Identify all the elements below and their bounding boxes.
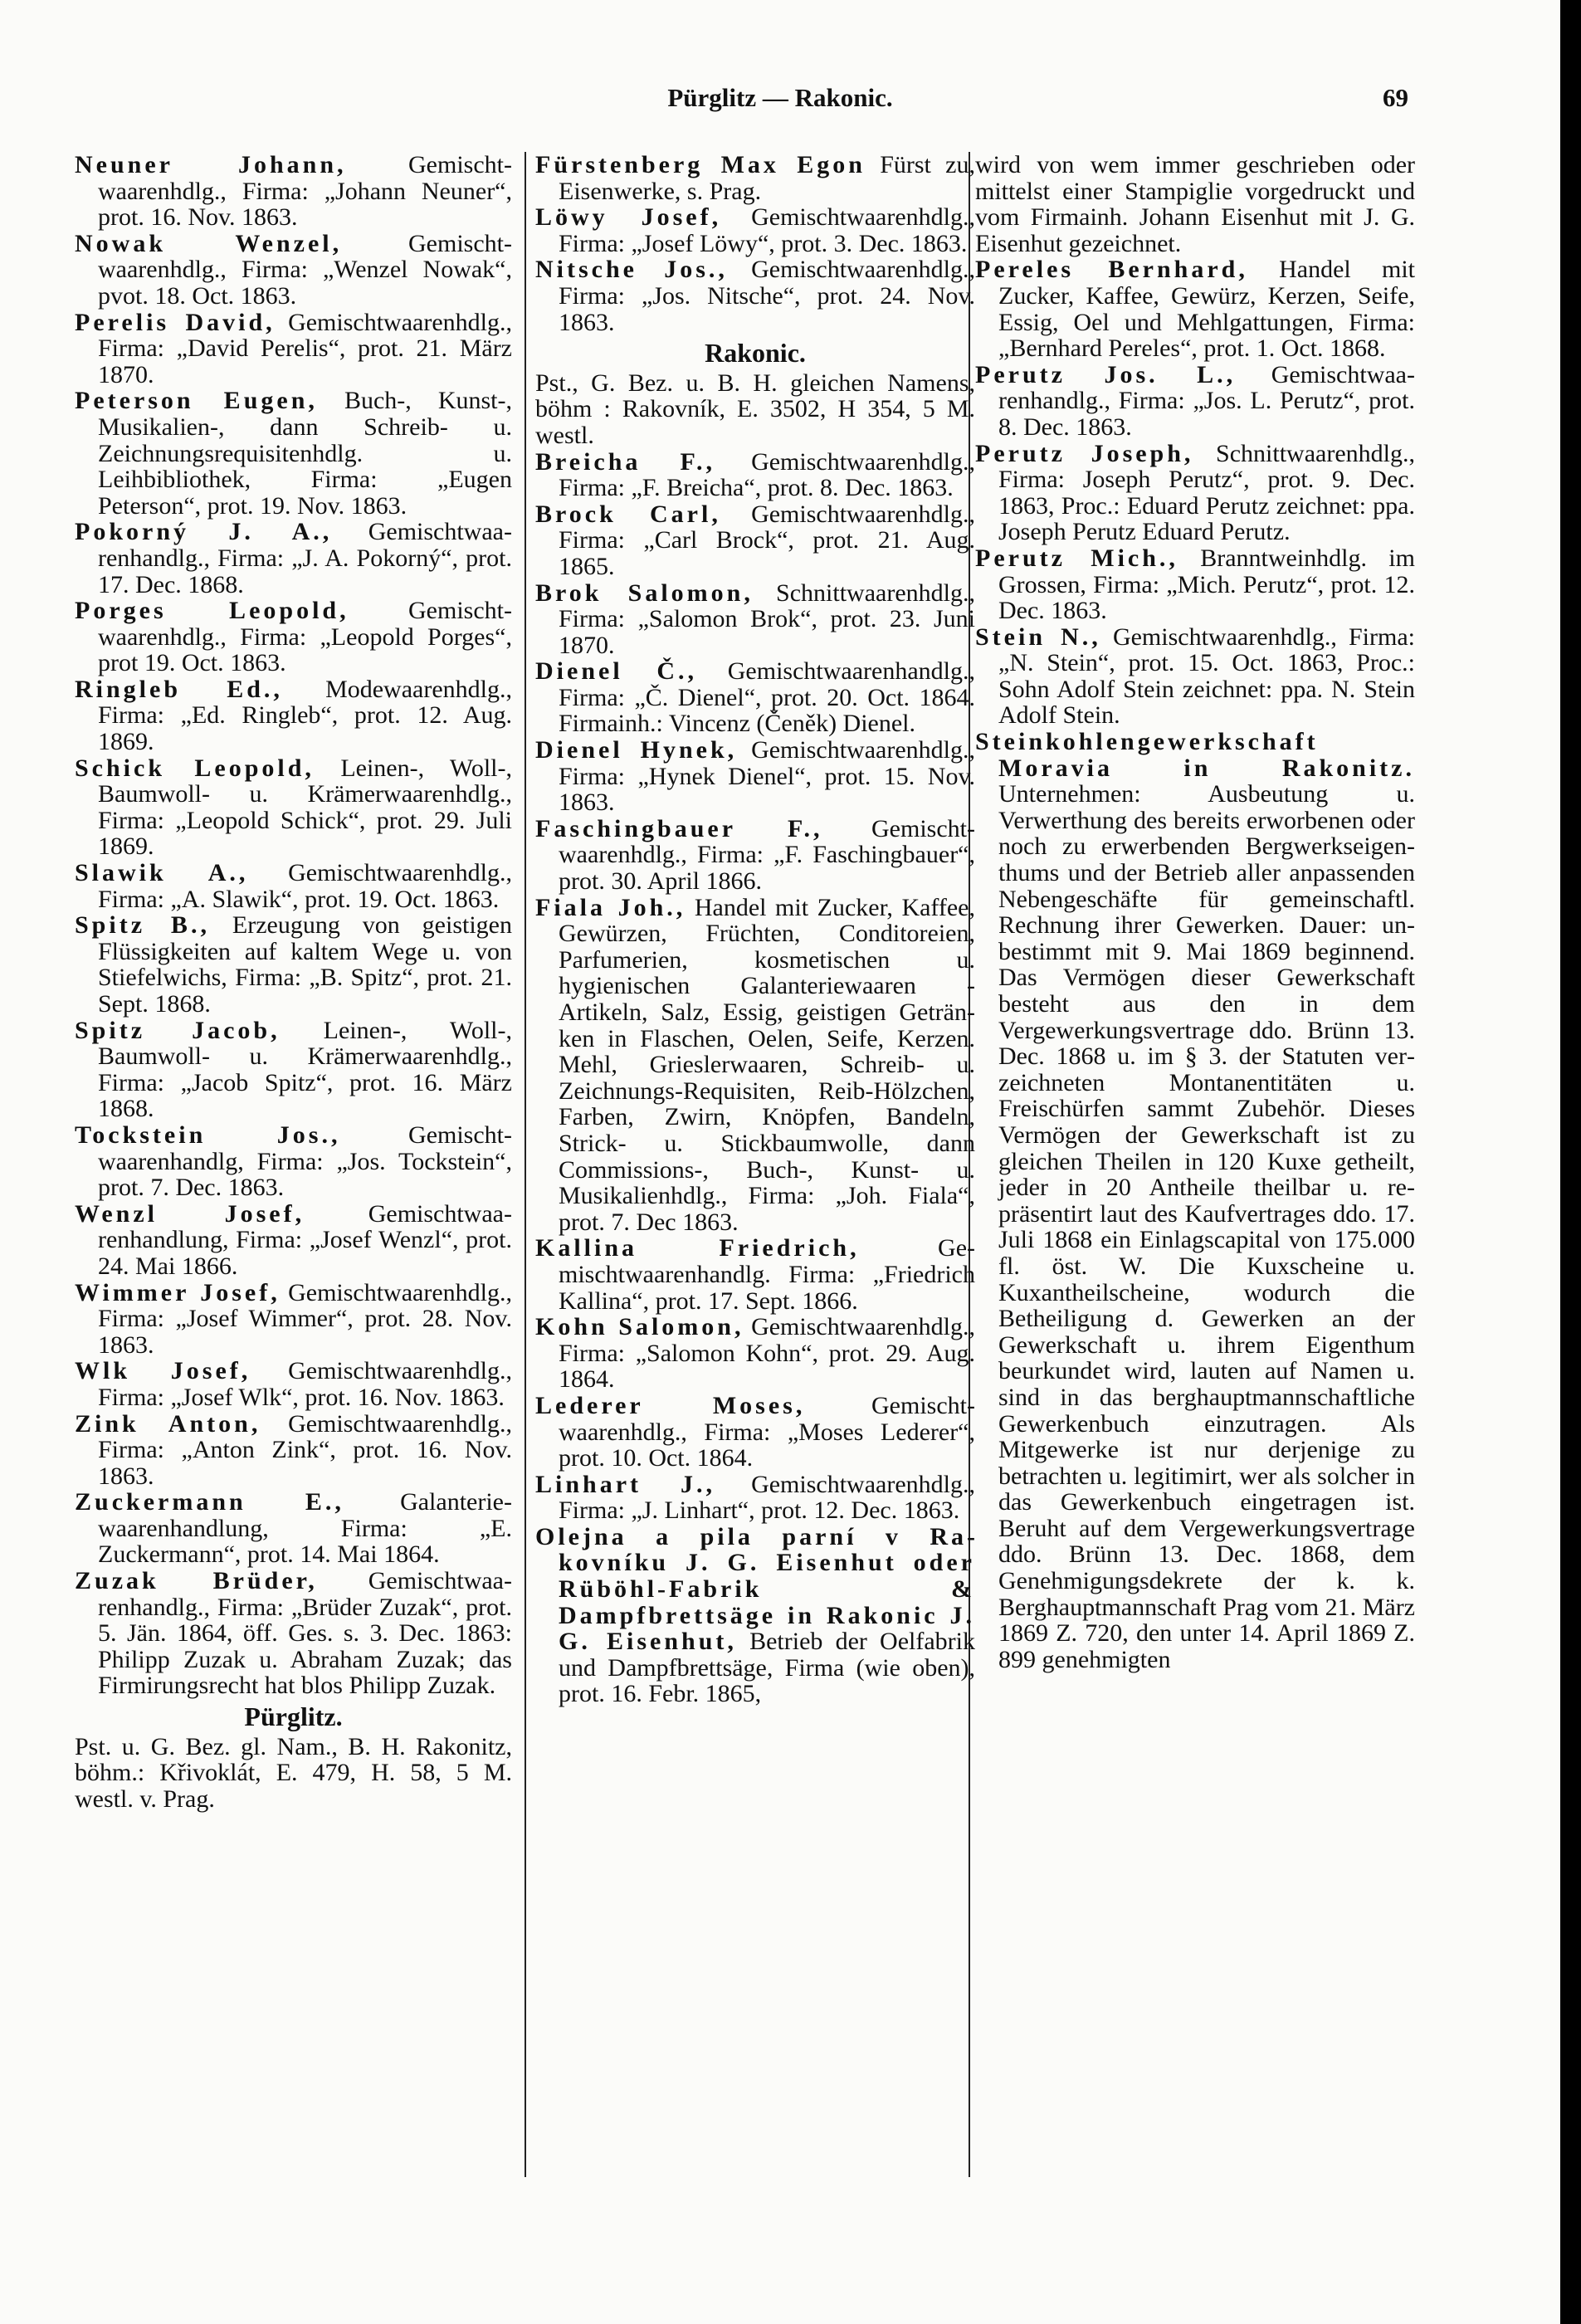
entry-name: Nitsche Jos.,: [535, 256, 728, 284]
entry-text: Schnittwaarenhdlg., Firma: „Salomon Brok“, prot. 23. Juni 1870.: [559, 579, 975, 659]
entry-name: Spitz Jacob,: [75, 1016, 281, 1044]
entry-name: Neuner Johann,: [75, 151, 347, 178]
entry-name: Brok Salomon,: [535, 579, 754, 607]
entry-text: Gemischtwaarenhandlg., Firma: „J. A. Pokorný“, prot. 17. Dec. 1868.: [98, 518, 512, 598]
directory-entry: [535, 1314, 975, 1393]
directory-entry: [75, 1018, 512, 1122]
entry-name: Pokorný J. A.,: [75, 518, 333, 546]
scan-edge: [1560, 0, 1581, 2324]
entry-text: Unternehmen: Ausbeutung u. Verwerthung des bereits erworbenen oder noch zu erwerbenden Bergwerkseigenthums und der Betrieb aller anpassenden Nebengeschäfte für gemeinschaftl. Rechnung ihrer Gewerken. Dauer: unbestimmt mit 9. Mai 1869 beginnend. Das Vermögen dieser Gewerkschaft besteht aus den in dem Vergewerkungsvertrage ddo. Brünn 13. Dec. 1868 u. im § 3. der Statuten verzeichneten Montanentitäten u. Freischürfen sammt Zubehör. Dieses Vermögen der Gewerkschaft ist zu gleichen Theilen in 120 Kuxe getheilt, jeder in 20 Antheile theilbar u. repräsentirt laut des Kaufvertrages ddo. 17. Juli 1868 ein Einlagscapital von 175.000 fl. öst. W. Die Kuxscheine u. Kuxantheilscheine, wodurch die Betheiligung d. Gewerken an der Gewerkschaft u. ihrem Eigenthum beurkundet wird, lauten auf Namen u. sind in das berghauptmannschaftliche Gewerkenbuch einzutragen. Als Mitgewerke ist nur derjenige zu betrachten u. legitimirt, wer als solcher in das Gewerkenbuch eingetragen ist. Beruht auf dem Vergewerkungsvertrage ddo. Brünn 13. Dec. 1868, dem Genehmigungsdekrete der k. k. Berghauptmannschaft Prag vom 21. März 1869 Z. 720, den unter 14. April 1869 Z. 899 genehmigten: [998, 780, 1415, 1673]
directory-entry: [535, 1235, 975, 1314]
entry-name: Porges Leopold,: [75, 597, 349, 625]
entry-text: Gemischtwaarenhdlg., Firma: „N. Stein“, prot. 15. Oct. 1863, Proc.: Sohn Adolf Stein zeichnet: ppa. N. Stein Adolf Stein.: [998, 622, 1415, 730]
entry-name: Fiala Joh.,: [535, 893, 686, 921]
section-heading-rakonic: Rakonic.: [705, 338, 806, 369]
directory-entry: [75, 1201, 512, 1280]
entry-text: Gemischtwaarenhdlg., Firma: „Josef Löwy“, prot. 3. Dec. 1863.: [559, 203, 975, 257]
entry-continuation: wird von wem immer geschrieben oder mittelst einer Stampiglie vorgedruckt und vom Firmainh. Johann Eisenhut mit J. G. Eisenhut gezeichnet.: [975, 151, 1415, 257]
directory-entry: [535, 895, 975, 1236]
entry-text: Gemischtwaarenhandlung, Firma: „Josef Wenzl“, prot. 24. Mai 1866.: [98, 1199, 512, 1280]
entry-name: Perutz Joseph,: [975, 439, 1194, 467]
entry-name: Pereles Bernhard,: [975, 256, 1248, 284]
directory-entry: [75, 912, 512, 1017]
directory-entry: [975, 729, 1415, 1672]
entry-name: Perutz Jos. L.,: [975, 360, 1237, 388]
entry-name: Linhart J.,: [535, 1470, 716, 1498]
directory-entry: [535, 152, 975, 204]
entry-name: Zuckermann E.,: [75, 1488, 344, 1516]
entry-name: Fürstenberg Max Egon: [535, 151, 866, 178]
directory-entry: [975, 362, 1415, 441]
entry-text: Buch-, Kunst-, Musikalien-, dann Schreib- u. Zeichnungsrequisitenhdlg. u. Leihbibliothek, Firma: „Eugen Peterson“, prot. 19. Nov. 1863.: [98, 387, 512, 520]
entry-text: Gemischtwaarenhdlg., Firma: „Josef Wimmer“, prot. 28. Nov. 1863.: [98, 1278, 512, 1359]
entry-text: Gemischtwaarenhdlg., Firma: „F. Faschingbauer“, prot. 30. April 1866.: [559, 814, 975, 896]
entry-text: Gemischtwaarenhdlg., Firma: „Hynek Dienel“, prot. 15. Nov. 1863.: [559, 736, 975, 817]
directory-entry: [975, 441, 1415, 545]
entry-text: Gemischtwaarenhdlg., Firma: „Leopold Porges“, prot 19. Oct. 1863.: [98, 597, 512, 677]
directory-entry: [75, 1489, 512, 1568]
entry-text: Galanteriewaarenhandlung, Firma: „E. Zuckermann“, prot. 14. Mai 1864.: [98, 1488, 512, 1569]
entry-name: Olejna a pila parní v Rakovníku J. G. Eisenhut oder Rüböhl-Fabrik & Dampfbrettsäge in Rakonic J. G. Eisenhut,: [535, 1522, 975, 1656]
directory-entry: [535, 658, 975, 737]
entry-name: Lederer Moses,: [535, 1391, 806, 1419]
entry-name: Dienel Hynek,: [535, 736, 738, 764]
column-2: [535, 152, 975, 1707]
entry-text: Erzeugung von geistigen Flüssigkeiten auf kaltem Wege u. von Stiefelwichs, Firma: „B. Spitz“, prot. 21. Sept. 1868.: [98, 911, 512, 1018]
directory-entry: [975, 256, 1415, 361]
running-title: Pürglitz — Rakonic.: [667, 83, 893, 112]
entry-name: Spitz B.,: [75, 911, 210, 940]
column-divider: [525, 152, 526, 2177]
entry-name: Slawik A.,: [75, 859, 249, 887]
entry-name: Ringleb Ed.,: [75, 675, 283, 703]
entry-text: Gemischtwaarenhdlg., Firma: „David Perelis“, prot. 21. März 1870.: [98, 308, 512, 388]
directory-entry: [535, 501, 975, 580]
entry-name: Perelis David,: [75, 308, 276, 336]
entry-text: Gemischtwaarenhdlg., Firma: „Salomon Kohn“, prot. 29. Aug. 1864.: [559, 1313, 975, 1394]
directory-entry: [535, 256, 975, 335]
directory-entry: [975, 545, 1415, 624]
entry-name: Brock Carl,: [535, 500, 721, 528]
entry-text: Gemischtwaarenhandlg, Firma: „Jos. Tockstein“, prot. 7. Dec. 1863.: [98, 1120, 512, 1202]
directory-entry: [535, 204, 975, 256]
directory-entry: [75, 1568, 512, 1699]
directory-entry: [75, 310, 512, 388]
directory-entry: [535, 816, 975, 895]
entry-name: Zink Anton,: [75, 1409, 261, 1438]
directory-entry: [535, 1393, 975, 1472]
directory-entry: [75, 676, 512, 755]
entry-name: Dienel Č.,: [535, 657, 698, 686]
directory-entry: [75, 231, 512, 310]
entry-name: Breicha F.,: [535, 447, 716, 476]
entry-text: Gemischtwaarenhdlg., Firma: „J. Linhart“, prot. 12. Dec. 1863.: [559, 1470, 975, 1525]
entry-name: Kallina Friedrich,: [535, 1234, 860, 1262]
entry-name: Stein N.,: [975, 622, 1101, 651]
entry-text: Branntweinhdlg. im Grossen, Firma: „Mich. Perutz“, prot. 12. Dec. 1863.: [998, 544, 1415, 625]
page-number: 69: [1383, 83, 1408, 112]
entry-text: Gemischtwaarenhdlg., Firma: „Carl Brock“, prot. 21. Aug. 1865.: [559, 500, 975, 580]
directory-entry: [75, 1358, 512, 1410]
directory-entry: [75, 598, 512, 676]
directory-entry: [535, 737, 975, 816]
directory-entry: [75, 755, 512, 860]
entry-text: Gemischtwaarenhdlg., Firma: „Anton Zink“, prot. 16. Nov. 1863.: [98, 1409, 512, 1490]
entry-text: Fürst zu, Eisenwerke, s. Prag.: [559, 151, 975, 205]
directory-entry: [75, 1411, 512, 1490]
entry-text: Gemischtwaarenhandlg., Firma: „Brüder Zuzak“, prot. 5. Jän. 1864, öff. Ges. s. 3. Dec. 1863: Philipp Zuzak u. Abraham Zuzak; das Firmirungsrecht hat blos Philipp Zuzak.: [98, 1567, 512, 1700]
directory-entry: [75, 860, 512, 912]
entry-text: Gemischtwaarenhdlg., Firma: „Johann Neuner“, prot. 16. Nov. 1863.: [98, 151, 512, 232]
entry-name: Löwy Josef,: [535, 203, 722, 232]
directory-entry: [535, 1472, 975, 1524]
entry-name: Wimmer Josef,: [75, 1278, 281, 1306]
entry-text: Leinen-, Woll-, Baumwoll- u. Krämerwaarenhdlg., Firma: „Leopold Schick“, prot. 29. Juli 1869.: [98, 754, 512, 861]
directory-entry: [75, 388, 512, 519]
directory-entry: [535, 449, 975, 501]
section-heading-puerglitz: Pürglitz.: [244, 1702, 343, 1732]
entry-text: Gemischtwaarenhdlg., Firma: „F. Breicha“, prot. 8. Dec. 1863.: [559, 447, 975, 502]
entry-text: Gemischtwaarenhdlg., Firma: „Wenzel Nowak“, pvot. 18. Oct. 1863.: [98, 229, 512, 310]
entry-text: Gemischtwaarenhandlg., Firma: „Č. Dienel“, prot. 20. Oct. 1864. Firmainh.: Vincenz (Čeněk) Dienel.: [559, 657, 975, 738]
entry-text: Gemischtwaarenhdlg., Firma: „Josef Wlk“, prot. 16. Nov. 1863.: [98, 1357, 512, 1411]
entry-name: Kohn Salomon,: [535, 1313, 744, 1341]
page-header: [0, 83, 1560, 124]
directory-entry: [975, 624, 1415, 729]
place-note: Pst., G. Bez. u. B. H. gleichen Namens, böhm : Rakovník, E. 3502, H 354, 5 M. westl.: [535, 369, 975, 449]
entry-text: Handel mit Zucker, Kaffee, Gewürz, Kerzen, Seife, Essig, Oel und Mehlgattungen, Firma: „Bernhard Pereles“, prot. 1. Oct. 1868.: [998, 256, 1415, 363]
directory-entry: [535, 580, 975, 659]
entry-name: Wenzl Josef,: [75, 1199, 305, 1228]
entry-text: Modewaarenhdlg., Firma: „Ed. Ringleb“, prot. 12. Aug. 1869.: [98, 675, 512, 756]
directory-entry: [75, 1122, 512, 1201]
column-3: [975, 152, 1415, 1672]
entry-name: Schick Leopold,: [75, 754, 315, 782]
directory-entry: [535, 1524, 975, 1707]
directory-entry: [75, 1280, 512, 1359]
entry-text: Gemischtwaarenhdlg., Firma: „Moses Lederer“, prot. 10. Oct. 1864.: [559, 1391, 975, 1472]
entry-name: Steinkohlengewerkschaft Moravia in Rakonitz.: [975, 728, 1415, 782]
entry-text: Handel mit Zucker, Kaffee, Gewürzen, Früchten, Conditoreien, Parfumerien, kosmetischen u. hygienischen Galanteriewaaren - Artikeln, Salz, Essig, geistigen Getränken in Flaschen, Oelen, Seife, Kerzen. Mehl, Grieslerwaaren, Schreib- u. Zeichnungs-Requisiten, Reib-Hölzchen, Farben, Zwirn, Knöpfen, Bandeln, Strick- u. Stickbaumwolle, dann Commissions-, Buch-, Kunst- u. Musikalienhdlg., Firma: „Joh. Fiala“, prot. 7. Dec 1863.: [559, 893, 975, 1236]
entry-text: Schnittwaarenhdlg., Firma: Joseph Perutz“, prot. 9. Dec. 1863, Proc.: Eduard Perutz zeichnet: ppa. Joseph Perutz Eduard Perutz.: [998, 439, 1415, 546]
entry-name: Wlk Josef,: [75, 1357, 251, 1385]
place-note: Pst. u. G. Bez. gl. Nam., B. H. Rakonitz, böhm.: Křivoklát, E. 479, H. 58, 5 M. westl. v. Prag.: [75, 1732, 512, 1813]
entry-name: Peterson Eugen,: [75, 387, 318, 415]
entry-name: Perutz Mich.,: [975, 544, 1178, 572]
entry-text: Gemischtwaarenhandlg. Firma: „Friedrich Kallina“, prot. 17. Sept. 1866.: [559, 1234, 976, 1315]
entry-name: Tockstein Jos.,: [75, 1120, 341, 1149]
directory-entry: [75, 152, 512, 231]
column-1: [75, 152, 512, 1812]
entry-name: Zuzak Brüder,: [75, 1567, 318, 1595]
entry-text: Betrieb der Oelfabrik und Dampfbrettsäge, Firma (wie oben), prot. 16. Febr. 1865,: [559, 1628, 975, 1708]
directory-entry: [75, 519, 512, 598]
entry-text: Gemischtwaarenhandlg., Firma: „Jos. L. Perutz“, prot. 8. Dec. 1863.: [998, 360, 1415, 441]
entry-name: Nowak Wenzel,: [75, 229, 343, 257]
entry-text: Gemischtwaarenhdlg., Firma: „A. Slawik“, prot. 19. Oct. 1863.: [98, 859, 512, 913]
entry-name: Faschingbauer F.,: [535, 814, 823, 842]
entry-text: Gemischtwaarenhdlg., Firma: „Jos. Nitsche“, prot. 24. Nov. 1863.: [559, 256, 975, 336]
entry-text: Leinen-, Woll-, Baumwoll- u. Krämerwaarenhdlg., Firma: „Jacob Spitz“, prot. 16. März 1868.: [98, 1016, 513, 1123]
